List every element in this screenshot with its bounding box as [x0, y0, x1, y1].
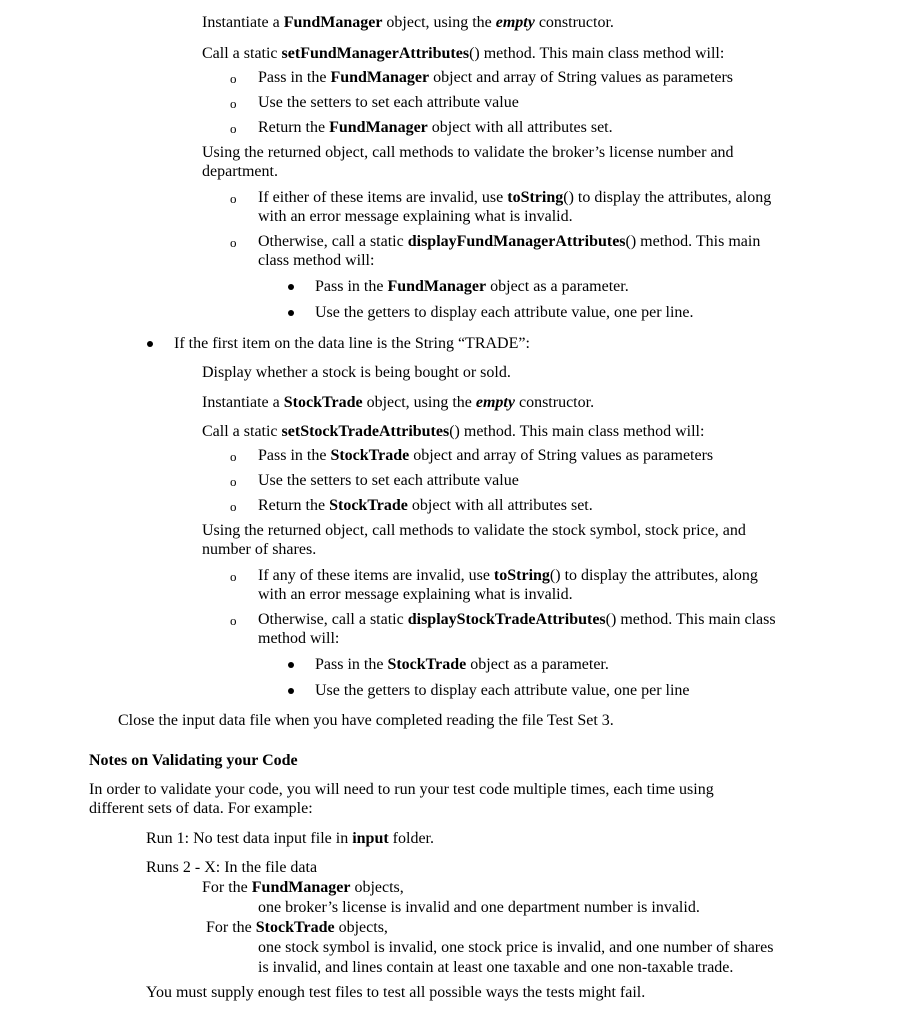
notes-intro-line-2: different sets of data. For example:	[89, 800, 313, 817]
fm-otherwise-line-1: Otherwise, call a static displayFundManagerAttributes() method. This main	[258, 233, 761, 250]
trade-invalid-line-2: with an error message explaining what is invalid.	[258, 586, 573, 603]
trade-sub-item-1: Pass in the StockTrade object and array of String values as parameters	[258, 447, 714, 464]
fm-invalid-line-2: with an error message explaining what is invalid.	[258, 208, 573, 225]
stocktrade-detail-line-2: is invalid, and lines contain at least one taxable and one non-taxable trade.	[258, 959, 734, 976]
notes-intro-line-1: In order to validate your code, you will need to run your test code multiple times, each time using	[89, 781, 714, 798]
circle-bullet-icon: o	[230, 569, 237, 584]
fm-using-line-1: Using the returned object, call methods to validate the broker’s license number and	[202, 144, 734, 161]
trade-sub-item-3: Return the StockTrade object with all attributes set.	[258, 497, 593, 514]
bullet-dot-icon	[288, 284, 294, 290]
close-file-line: Close the input data file when you have completed reading the file Test Set 3.	[118, 712, 614, 729]
trade-display-line: Display whether a stock is being bought or sold.	[202, 364, 511, 381]
trade-call-static-line: Call a static setStockTradeAttributes() method. This main class method will:	[202, 423, 705, 440]
fm-sub-item-1: Pass in the FundManager object and array of String values as parameters	[258, 69, 734, 86]
fm-otherwise-line-2: class method will:	[258, 252, 375, 269]
trade-sub-item-2: Use the setters to set each attribute value	[258, 472, 519, 489]
run-1-line: Run 1: No test data input file in input folder.	[146, 830, 434, 847]
fm-invalid-line-1: If either of these items are invalid, use toString() to display the attributes, along	[258, 189, 772, 206]
notes-heading: Notes on Validating your Code	[89, 752, 298, 769]
fm-instantiate-line: Instantiate a FundManager object, using the empty constructor.	[202, 14, 614, 31]
trade-if-line: If the first item on the data line is the String “TRADE”:	[174, 335, 530, 352]
fm-bullet-item-1: Pass in the FundManager object as a parameter.	[315, 278, 629, 295]
circle-bullet-icon: o	[230, 449, 237, 464]
trade-otherwise-line-1: Otherwise, call a static displayStockTradeAttributes() method. This main class	[258, 611, 776, 628]
trade-bullet-item-2: Use the getters to display each attribute value, one per line	[315, 682, 690, 699]
circle-bullet-icon: o	[230, 191, 237, 206]
for-fundmanager-line: For the FundManager objects,	[202, 879, 404, 896]
fundmanager-detail-line: one broker’s license is invalid and one department number is invalid.	[258, 899, 700, 916]
circle-bullet-icon: o	[230, 96, 237, 111]
circle-bullet-icon: o	[230, 499, 237, 514]
trade-invalid-line-1: If any of these items are invalid, use toString() to display the attributes, along	[258, 567, 758, 584]
fm-sub-item-3: Return the FundManager object with all attributes set.	[258, 119, 613, 136]
fm-call-static-line: Call a static setFundManagerAttributes() method. This main class method will:	[202, 45, 725, 62]
supply-test-files-line: You must supply enough test files to test all possible ways the tests might fail.	[146, 984, 646, 1001]
trade-using-line-1: Using the returned object, call methods to validate the stock symbol, stock price, and	[202, 522, 746, 539]
fm-using-line-2: department.	[202, 163, 278, 180]
for-stocktrade-line: For the StockTrade objects,	[206, 919, 388, 936]
stocktrade-detail-line-1: one stock symbol is invalid, one stock price is invalid, and one number of shares	[258, 939, 774, 956]
bullet-dot-icon	[288, 310, 294, 316]
runs-2-x-line: Runs 2 - X: In the file data	[146, 859, 318, 876]
bullet-dot-icon	[288, 688, 294, 694]
trade-bullet-item-1: Pass in the StockTrade object as a parameter.	[315, 656, 609, 673]
fm-sub-item-2: Use the setters to set each attribute value	[258, 94, 519, 111]
circle-bullet-icon: o	[230, 121, 237, 136]
trade-instantiate-line: Instantiate a StockTrade object, using the empty constructor.	[202, 394, 595, 411]
circle-bullet-icon: o	[230, 474, 237, 489]
circle-bullet-icon: o	[230, 71, 237, 86]
trade-otherwise-line-2: method will:	[258, 630, 340, 647]
circle-bullet-icon: o	[230, 613, 237, 628]
bullet-dot-icon	[288, 662, 294, 668]
bullet-dot-icon	[147, 341, 153, 347]
circle-bullet-icon: o	[230, 235, 237, 250]
trade-using-line-2: number of shares.	[202, 541, 317, 558]
fm-bullet-item-2: Use the getters to display each attribute value, one per line.	[315, 304, 694, 321]
